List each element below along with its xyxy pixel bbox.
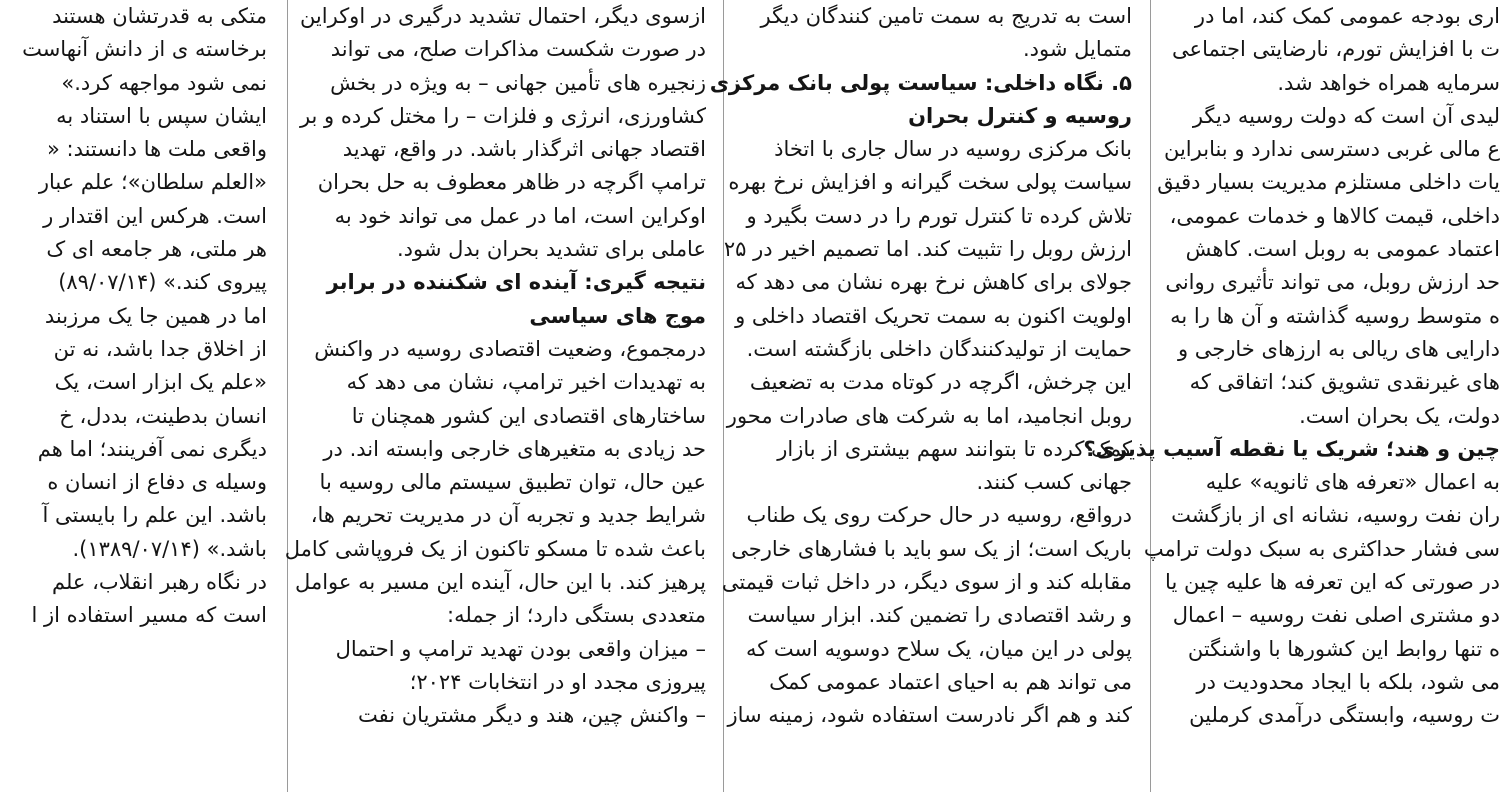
text-line: باریک است؛ از یک سو باید با فشارهای خارجی <box>731 536 1132 561</box>
section-heading-line: روسیه و کنترل بحران <box>908 103 1132 128</box>
text-line: برخاسته ی از دانش آنهاست <box>22 37 267 62</box>
text-line: پیروزی مجدد او در انتخابات ۲۰۲۴؛ <box>409 669 706 694</box>
column-rule <box>1150 0 1151 792</box>
text-line: ه متوسط روسیه گذاشته و آن ها را به <box>1170 303 1500 328</box>
text-line: اقتصاد جهانی اثرگذار باشد. در واقع، تهدید <box>342 137 706 162</box>
text-line: اولویت اکنون به سمت تحریک اقتصاد داخلی و <box>735 303 1132 328</box>
text-line: انسان بدطینت، بددل، خ <box>59 403 267 428</box>
text-line: دولت، یک بحران است. <box>1299 403 1500 428</box>
text-line: از اخلاق جدا باشد، نه تن <box>53 336 267 361</box>
text-line: در صورت شکست مذاکرات صلح، می تواند <box>330 37 706 62</box>
text-line: زنجیره های تأمین جهانی – به ویژه در بخش <box>330 70 706 95</box>
text-line: داخلی، قیمت کالاها و خدمات عمومی، <box>1169 203 1500 228</box>
text-line: دو مشتری اصلی نفت روسیه – اعمال <box>1172 603 1500 628</box>
section-heading-line: ۵. نگاه داخلی: سیاست پولی بانک مرکزی <box>709 70 1132 95</box>
text-line: است که مسیر استفاده از ا <box>31 603 267 628</box>
text-line: های غیرنقدی تشویق کند؛ اتفاقی که <box>1189 370 1500 395</box>
text-line: است. هرکس این اقتدار ر <box>43 203 267 228</box>
text-line: پیروی کند.» (۸۹/۰۷/۱۴) <box>58 270 267 295</box>
text-line: کند و هم اگر نادرست استفاده شود، زمینه ساز <box>727 703 1132 728</box>
text-line: باشد. این علم را بایستی آ <box>42 503 267 528</box>
text-line: دارایی های ریالی به ارزهای خارجی و <box>1177 336 1500 361</box>
article-column-1 <box>1083 0 1500 792</box>
text-line: کمک کرده تا بتوانند سهم بیشتری از بازار <box>777 436 1132 461</box>
text-line: تلاش کرده تا کنترل تورم را در دست بگیرد و <box>746 203 1132 228</box>
text-line: باشد.» (۱۳۸۹/۰۷/۱۴). <box>72 536 267 561</box>
text-line: مقابله کند و از سوی دیگر، در داخل ثبات قیمتی <box>721 570 1132 595</box>
text-line: ع مالی غربی دسترسی ندارد و بنابراین <box>1163 137 1500 162</box>
text-line: ت روسیه، وابستگی درآمدی کرملین <box>1189 703 1500 728</box>
text-line: شرایط جدید و تجربه آن در مدیریت تحریم ها، <box>310 503 706 528</box>
text-line: سی فشار حداکثری به سبک دولت ترامپ <box>1143 536 1500 561</box>
article-column-4 <box>0 0 267 792</box>
text-line: جهانی کسب کنند. <box>976 470 1132 495</box>
text-line: روبل انجامید، اما به شرکت های صادرات محور <box>726 403 1132 428</box>
section-heading-line: موج های سیاسی <box>529 303 706 328</box>
text-line: حمایت از تولیدکنندگان داخلی بازگشته است. <box>746 336 1132 361</box>
text-line: واقعی ملت ها دانستند: « <box>46 137 267 162</box>
text-line: یات داخلی مستلزم مدیریت بسیار دقیق <box>1157 170 1500 195</box>
column-rule <box>723 0 724 792</box>
text-line: «علم یک ابزار است، یک <box>54 370 267 395</box>
article-column-3 <box>284 0 706 792</box>
text-line: متعددی بستگی دارد؛ از جمله: <box>447 603 706 628</box>
text-line: به تهدیدات اخیر ترامپ، نشان می دهد که <box>346 370 706 395</box>
text-line: می شود، بلکه با ایجاد محدودیت در <box>1196 669 1500 694</box>
section-heading-line: نتیجه گیری: آینده ای شکننده در برابر <box>326 270 706 295</box>
text-line: اری بودجه عمومی کمک کند، اما در <box>1194 4 1500 28</box>
text-line: متکی به قدرتشان هستند <box>52 4 267 28</box>
text-line: در صورتی که این تعرفه ها علیه چین یا <box>1165 570 1500 595</box>
text-line: درمجموع، وضعیت اقتصادی روسیه در واکنش <box>314 336 706 361</box>
text-line: سیاست پولی سخت گیرانه و افزایش نرخ بهره <box>728 170 1132 195</box>
text-line: بانک مرکزی روسیه در سال جاری با اتخاذ <box>774 137 1132 162</box>
column-rule <box>287 0 288 792</box>
text-line: – میزان واقعی بودن تهدید ترامپ و احتمال <box>335 636 706 661</box>
text-line: هر ملتی، هر جامعه ای ک <box>46 237 267 262</box>
text-line: سرمایه همراه خواهد شد. <box>1277 70 1500 95</box>
text-line: حد زیادی به متغیرهای خارجی وابسته اند. در <box>323 436 706 461</box>
text-line: به اعمال «تعرفه های ثانویه» علیه <box>1205 470 1500 495</box>
text-line: این چرخش، اگرچه در کوتاه مدت به تضعیف <box>749 370 1132 395</box>
text-line: – واکنش چین، هند و دیگر مشتریان نفت <box>357 703 706 728</box>
text-line: باعث شده تا مسکو تاکنون از یک فروپاشی کامل <box>284 536 706 561</box>
text-line: است به تدریج به سمت تامین کنندگان دیگر <box>760 4 1132 28</box>
text-line: پرهیز کند. با این حال، آینده این مسیر به عوامل <box>295 570 706 595</box>
text-line: ازسوی دیگر، احتمال تشدید درگیری در اوکراین <box>299 4 706 28</box>
text-line: اوکراین است، اما در عمل می تواند خود به <box>334 203 706 228</box>
text-line: و رشد اقتصادی را تضمین کند. ابزار سیاست <box>747 603 1132 628</box>
text-line: عاملی برای تشدید بحران بدل شود. <box>396 237 706 262</box>
text-line: اما در همین جا یک مرزبند <box>44 303 267 328</box>
article-column-2 <box>709 0 1132 792</box>
text-line: لیدی آن است که دولت روسیه دیگر <box>1192 103 1500 128</box>
text-line: جولای برای کاهش نرخ بهره نشان می دهد که <box>735 270 1132 295</box>
text-line: در نگاه رهبر انقلاب، علم <box>51 570 267 595</box>
text-line: متمایل شود. <box>1022 37 1132 62</box>
section-heading-line: چین و هند؛ شریک یا نقطه آسیب پذیری؟ <box>1083 436 1500 461</box>
text-line: ساختارهای اقتصادی این کشور همچنان تا <box>351 403 706 428</box>
text-line: وسیله ی دفاع از انسان ه <box>47 470 267 495</box>
text-line: ایشان سپس با استناد به <box>56 103 267 128</box>
text-line: ران نفت روسیه، نشانه ای از بازگشت <box>1171 503 1500 528</box>
text-line: درواقع، روسیه در حال حرکت روی یک طناب <box>746 503 1132 528</box>
text-line: نمی شود مواجهه کرد.» <box>61 70 267 95</box>
text-line: اعتماد عمومی به روبل است. کاهش <box>1185 237 1500 262</box>
text-line: ترامپ اگرچه در ظاهر معطوف به حل بحران <box>317 170 706 195</box>
text-line: کشاورزی، انرژی و فلزات – را مختل کرده و بر <box>299 103 706 128</box>
text-line: ه تنها روابط این کشورها با واشنگتن <box>1187 636 1500 661</box>
text-line: «العلم سلطان»؛ علم عبار <box>38 170 267 195</box>
text-line: ت با افزایش تورم، نارضایتی اجتماعی <box>1172 37 1500 62</box>
text-line: می تواند هم به احیای اعتماد عمومی کمک <box>769 669 1132 694</box>
text-line: پولی در این میان، یک سلاح دوسویه است که <box>745 636 1132 661</box>
text-line: حد ارزش روبل، می تواند تأثیری روانی <box>1165 270 1500 295</box>
text-line: عین حال، توان تطبیق سیستم مالی روسیه با <box>319 470 706 495</box>
text-line: ارزش روبل را تثبیت کند. اما تصمیم اخیر در ۲۵ <box>723 237 1132 262</box>
text-line: دیگری نمی آفرینند؛ اما هم <box>37 436 267 461</box>
